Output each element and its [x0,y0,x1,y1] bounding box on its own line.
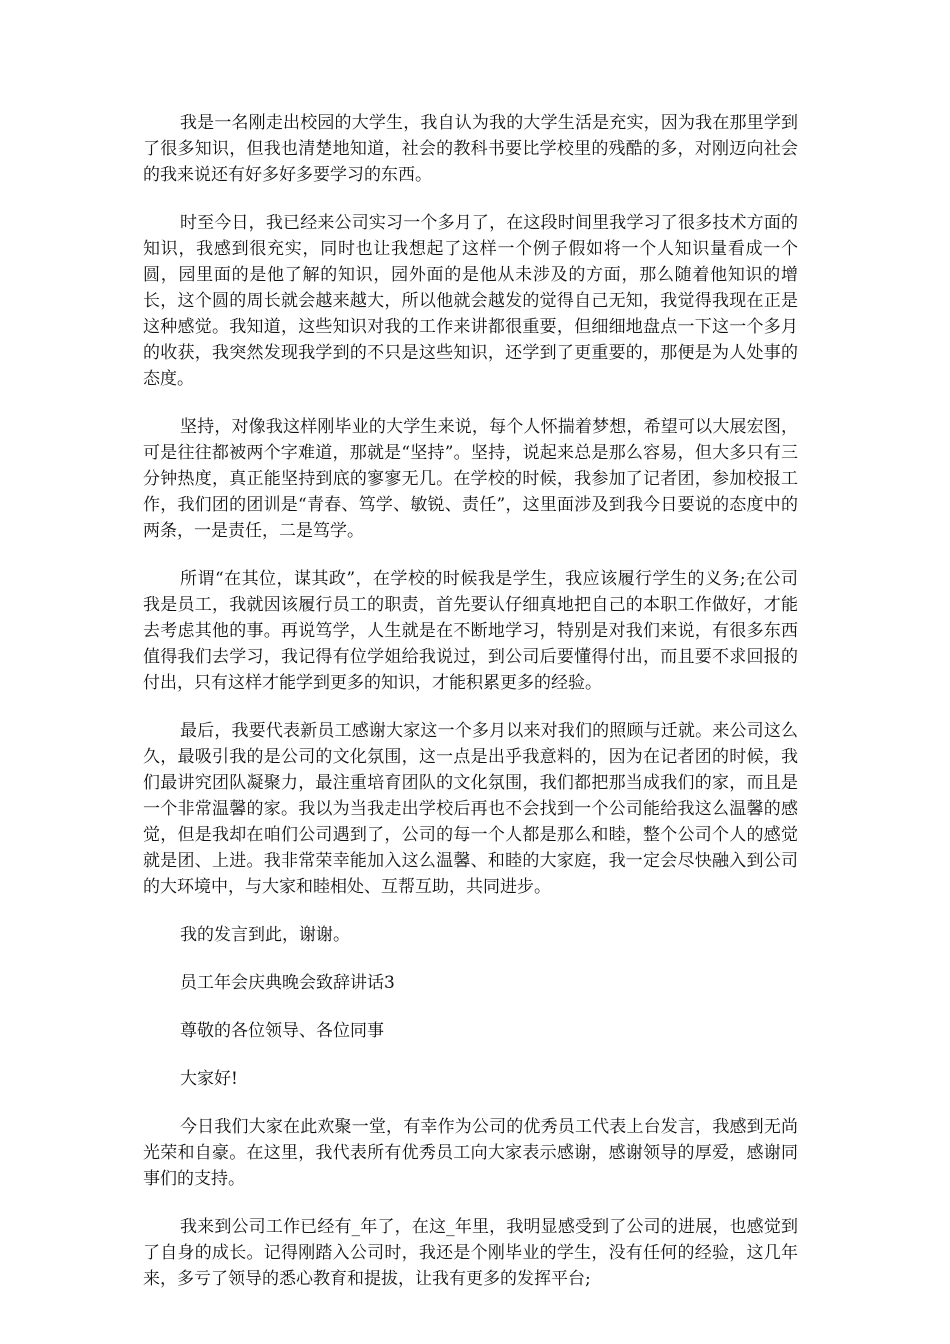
body-paragraph: 最后，我要代表新员工感谢大家这一个多月以来对我们的照顾与迁就。来公司这么久，最吸引我的是公司的文化氛围，这一点是出乎我意料的，因为在记者团的时候，我们最讲究团队凝聚力，最注重培育团队的文化氛围，我们都把那当成我们的家，而且是一个非常温馨的家。我以为当我走出学校后再也不会找到一个公司能给我这么温馨的感觉，但是我却在咱们公司遇到了，公司的每一个人都是那么和睦，整个公司个人的感觉就是团、上进。我非常荣幸能加入这么温馨、和睦的大家庭，我一定会尽快融入到公司的大环境中，与大家和睦相处、互帮互助，共同进步。 [143,721,798,897]
salutation-line: 尊敬的各位领导、各位同事 [180,1021,384,1041]
body-paragraph: 我来到公司工作已经有_年了，在这_年里，我明显感受到了公司的进展，也感觉到了自身的成长。记得刚踏入公司时，我还是个刚毕业的学生，没有任何的经验，这几年来，多亏了领导的悉心教育和提拔，让我有更多的发挥平台; [143,1217,798,1289]
greeting-line: 大家好! [180,1069,238,1089]
body-paragraph: 我是一名刚走出校园的大学生，我自认为我的大学生活是充实，因为我在那里学到了很多知识，但我也清楚地知道，社会的教科书要比学校里的残酷的多，对刚迈向社会的我来说还有好多好多要学习的东西。 [143,113,798,185]
section-title: 员工年会庆典晚会致辞讲话3 [180,973,395,993]
body-paragraph: 今日我们大家在此欢聚一堂，有幸作为公司的优秀员工代表上台发言，我感到无尚光荣和自豪。在这里，我代表所有优秀员工向大家表示感谢，感谢领导的厚爱，感谢同事们的支持。 [143,1117,798,1189]
body-paragraph: 所谓“在其位，谋其政”，在学校的时候我是学生，我应该履行学生的义务;在公司我是员工，我就因该履行员工的职责，首先要认仔细真地把自己的本职工作做好，才能去考虑其他的事。再说笃学，人生就是在不断地学习，特别是对我们来说，有很多东西值得我们去学习，我记得有位学姐给我说过，到公司后要懂得付出，而且要不求回报的付出，只有这样才能学到更多的知识，才能积累更多的经验。 [143,569,798,693]
closing-line: 我的发言到此，谢谢。 [180,925,350,945]
document-page [143,110,798,1314]
body-paragraph: 坚持，对像我这样刚毕业的大学生来说，每个人怀揣着梦想，希望可以大展宏图，可是往往都被两个字难道，那就是“坚持”。坚持，说起来总是那么容易，但大多只有三分钟热度，真正能坚持到底的寥寥无几。在学校的时候，我参加了记者团，参加校报工作，我们团的团训是“青春、笃学、敏锐、责任”，这里面涉及到我今日要说的态度中的两条，一是责任，二是笃学。 [143,417,798,541]
body-paragraph: 时至今日，我已经来公司实习一个多月了，在这段时间里我学习了很多技术方面的知识，我感到很充实，同时也让我想起了这样一个例子假如将一个人知识量看成一个圆，园里面的是他了解的知识，园外面的是他从未涉及的方面，那么随着他知识的增长，这个圆的周长就会越来越大，所以他就会越发的觉得自己无知，我觉得我现在正是这种感觉。我知道，这些知识对我的工作来讲都很重要，但细细地盘点一下这一个多月的收获，我突然发现我学到的不只是这些知识，还学到了更重要的，那便是为人处事的态度。 [143,213,798,389]
